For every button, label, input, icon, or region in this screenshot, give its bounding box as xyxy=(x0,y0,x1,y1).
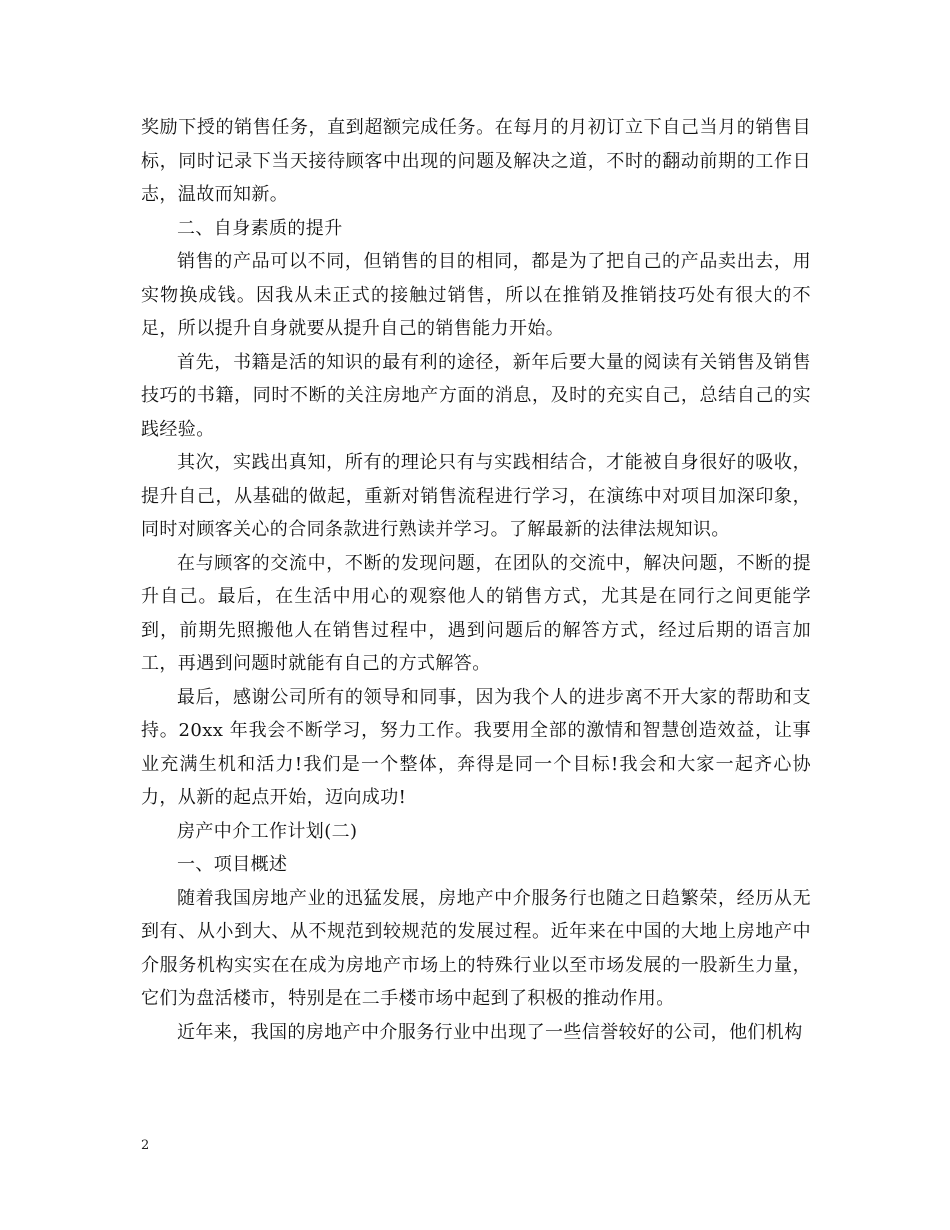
paragraph: 最后，感谢公司所有的领导和同事，因为我个人的进步离不开大家的帮助和支持。20xx 年我会不断学习，努力工作。我要用全部的激情和智慧创造效益，让事业充满生机和活力!我们是一个整体，奔得是同一个目标!我会和大家一起齐心协力，从新的起点开始，迈向成功! xyxy=(141,686,811,808)
paragraph: 随着我国房地产业的迅猛发展，房地产中介服务行也随之日趋繁荣，经历从无到有、从小到大、从不规范到较规范的发展过程。近年来在中国的大地上房地产中介服务机构实实在在成为房地产市场上的特殊行业以至市场发展的一股新生力量，它们为盘活楼市，特别是在二手楼市场中起到了积极的推动作用。 xyxy=(141,887,811,1009)
paragraph: 在与顾客的交流中，不断的发现问题，在团队的交流中，解决问题，不断的提升自己。最后，在生活中用心的观察他人的销售方式，尤其是在同行之间更能学到，前期先照搬他人在销售过程中，遇到问题后的解答方式，经过后期的语言加工，再遇到问题时就能有自己的方式解答。 xyxy=(141,552,811,674)
document-subtitle: 房产中介工作计划(二) xyxy=(177,820,358,842)
paragraph: 首先，书籍是活的知识的最有利的途径，新年后要大量的阅读有关销售及销售技巧的书籍，同时不断的关注房地产方面的消息，及时的充实自己，总结自己的实践经验。 xyxy=(141,351,811,440)
paragraph: 其次，实践出真知，所有的理论只有与实践相结合，才能被自身很好的吸收，提升自己，从基础的做起，重新对销售流程进行学习，在演练中对项目加深印象，同时对顾客关心的合同条款进行熟读并学习。了解最新的法律法规知识。 xyxy=(141,452,811,540)
paragraph: 销售的产品可以不同，但销售的目的相同，都是为了把自己的产品卖出去，用实物换成钱。因我从未正式的接触过销售，所以在推销及推销技巧处有很大的不足，所以提升自身就要从提升自己的销售能力开始。 xyxy=(141,251,811,339)
page-number: 2 xyxy=(141,1138,150,1153)
paragraph-continuation: 奖励下授的销售任务，直到超额完成任务。在每月的月初订立下自己当月的销售目标，同时记录下当天接待顾客中出现的问题及解决之道，不时的翻动前期的工作日志，温故而知新。 xyxy=(141,117,811,205)
paragraph: 近年来，我国的房地产中介服务行业中出现了一些信誉较好的公司，他们机构 xyxy=(177,1021,803,1043)
section-heading-self-improvement: 二、自身素质的提升 xyxy=(177,217,343,239)
document-body xyxy=(141,111,811,1049)
section-heading-project-overview: 一、项目概述 xyxy=(177,854,288,875)
